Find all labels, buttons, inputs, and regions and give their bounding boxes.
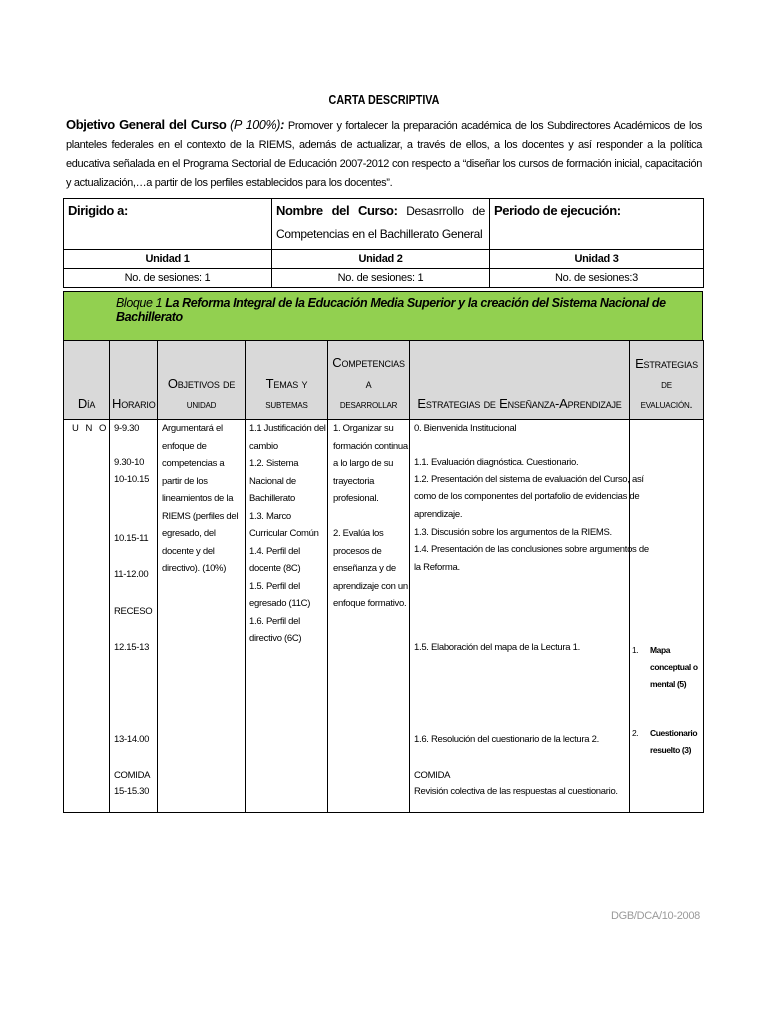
estrategia-line: 1.5. Elaboración del mapa de la Lectura 1. bbox=[414, 642, 580, 653]
unidad-2-label: Unidad 2 bbox=[272, 250, 490, 269]
horario-cell bbox=[110, 420, 158, 813]
objetivo-percent: (P 100%) bbox=[230, 118, 281, 132]
horario-item: 9-9.30 bbox=[114, 423, 140, 434]
nombre-curso-value: Desasrrollo de Competencias en el Bachillerato General bbox=[276, 204, 485, 241]
estrategia-line: la Reforma. bbox=[414, 562, 460, 573]
dia-value: U N O bbox=[72, 423, 109, 434]
dirigido-label: Dirigido a: bbox=[68, 203, 128, 218]
horario-item: 9.30-10 bbox=[114, 457, 145, 468]
tema-line: 1.3. Marco bbox=[249, 510, 291, 522]
tema-line: Nacional de bbox=[249, 475, 296, 487]
header-dia: Día bbox=[64, 341, 110, 420]
competencia-line: profesional. bbox=[333, 493, 379, 504]
tema-line: 1.6. Perfil del bbox=[249, 615, 300, 627]
periodo-cell bbox=[490, 199, 704, 250]
bloque-title: La Reforma Integral de la Educación Media Superior y la creación del Sistema Nacional de Bachillerato bbox=[116, 296, 666, 324]
dirigido-cell bbox=[64, 199, 272, 250]
header-estrategias: Estrategias de Enseñanza-Aprendizaje bbox=[410, 341, 630, 420]
bloque-prefix: Bloque 1 bbox=[116, 296, 166, 310]
estrategia-line: 1.1. Evaluación diagnóstica. Cuestionario. bbox=[414, 457, 579, 468]
periodo-label: Periodo de ejecución: bbox=[494, 203, 621, 218]
header-objetivos: Objetivos de unidad bbox=[158, 341, 246, 420]
estrategia-line: 1.3. Discusión sobre los argumentos de la RIEMS. bbox=[414, 527, 612, 538]
estrategia-line: como de los componentes del portafolio de evidencias de bbox=[414, 491, 640, 502]
tema-line: 1.4. Perfil del bbox=[249, 545, 300, 557]
estrategia-line: aprendizaje. bbox=[414, 509, 463, 520]
horario-item: 10.15-11 bbox=[114, 533, 149, 544]
temas-cell bbox=[246, 420, 328, 813]
header-competencias: Competencias a desarrollar bbox=[328, 341, 410, 420]
estrategia-line: Revisión colectiva de las respuestas al cuestionario. bbox=[414, 786, 618, 797]
competencia-line: formación continua bbox=[333, 440, 408, 452]
schedule-table bbox=[63, 340, 704, 813]
unidad-1-sesiones: No. de sesiones: 1 bbox=[64, 269, 272, 288]
nombre-curso-label: Nombre del Curso: bbox=[276, 203, 398, 218]
bloque-banner bbox=[63, 291, 703, 341]
estrategia-line: 1.2. Presentación del sistema de evaluación del Curso, así bbox=[414, 474, 644, 485]
evaluacion-item: 1. Mapa conceptual o mental (5) bbox=[632, 645, 698, 689]
competencia-line: 1. Organizar su bbox=[333, 423, 394, 434]
competencia-line: a lo largo de su bbox=[333, 458, 394, 469]
course-header-table bbox=[63, 198, 704, 288]
objetivo-colon: : bbox=[280, 117, 285, 132]
tema-line: Bachillerato bbox=[249, 493, 296, 504]
tema-line: 1.1 Justificación del bbox=[249, 423, 326, 434]
competencia-line: procesos de bbox=[333, 545, 382, 557]
document-title: CARTA DESCRIPTIVA bbox=[328, 93, 440, 107]
tema-line: docente (8C) bbox=[249, 563, 301, 574]
horario-item: 10-10.15 bbox=[114, 474, 150, 485]
estrategias-cell bbox=[410, 420, 649, 813]
horario-item: RECESO bbox=[114, 606, 153, 617]
nombre-curso-cell bbox=[272, 199, 490, 250]
horario-item: 12.15-13 bbox=[114, 642, 150, 653]
horario-item: 11-12.00 bbox=[114, 569, 149, 580]
objetivo-text: Promover y fortalecer la preparación académica de los Subdirectores Académicos de los planteles federales en el contexto de la RIEMS, además de actualizar, a través de ellos, a los docentes y así responder a la política educativa señalada en el Programa Sectorial de Educación 2007-2012 con respecto a “diseñar los cursos de formación inicial, capacitación y actualización,…a partir de los perfiles establecidos para los docentes”. bbox=[66, 120, 703, 189]
objetivo-unidad-cell bbox=[158, 420, 246, 813]
estrategia-line: 1.4. Presentación de las conclusiones sobre argumentos de bbox=[414, 544, 649, 555]
header-evaluacion: Estrategias de evaluación. bbox=[630, 341, 704, 420]
objetivo-general bbox=[66, 115, 702, 193]
estrategia-line: 1.6. Resolución del cuestionario de la lectura 2. bbox=[414, 734, 599, 745]
header-horario: Horario bbox=[110, 341, 158, 420]
horario-item: COMIDA bbox=[114, 770, 151, 781]
competencia-line: aprendizaje con un bbox=[333, 580, 408, 592]
tema-line: egresado (11C) bbox=[249, 598, 311, 609]
nombre-curso bbox=[276, 199, 485, 246]
competencia-line: trayectoria bbox=[333, 475, 375, 487]
objetivo-label: Objetivo General del Curso bbox=[66, 117, 227, 132]
tema-line: 1.5. Perfil del bbox=[249, 580, 300, 592]
objetivo-unidad: Argumentará el enfoque de competencias a partir de los lineamientos de la RIEMS (perfiles del egresado, del docente y del directivo). (10%) bbox=[162, 423, 239, 574]
tema-line: 1.2. Sistema bbox=[249, 458, 299, 469]
unidad-1-label: Unidad 1 bbox=[64, 250, 272, 269]
unidad-2-sesiones: No. de sesiones: 1 bbox=[272, 269, 490, 288]
estrategia-line: COMIDA bbox=[414, 770, 451, 781]
horario-item: 15-15.30 bbox=[114, 786, 150, 797]
tema-line: directivo (6C) bbox=[249, 633, 302, 644]
unidad-3-label: Unidad 3 bbox=[490, 250, 704, 269]
horario-item: 13-14.00 bbox=[114, 734, 150, 745]
document-code: DGB/DCA/10-2008 bbox=[610, 910, 700, 922]
header-temas: Temas y subtemas bbox=[246, 341, 328, 420]
competencia-line: enfoque formativo. bbox=[333, 598, 407, 609]
evaluacion-cell bbox=[630, 420, 704, 813]
dia-cell bbox=[64, 420, 110, 813]
tema-line: cambio bbox=[249, 440, 278, 452]
tema-line: Curricular Común bbox=[249, 528, 319, 539]
competencia-line: enseñanza y de bbox=[333, 563, 396, 574]
competencia-line: 2. Evalúa los bbox=[333, 528, 384, 539]
competencias-cell bbox=[328, 420, 410, 813]
evaluacion-item: 2. Cuestionario resuelto (3) bbox=[632, 728, 698, 755]
unidad-3-sesiones: No. de sesiones:3 bbox=[490, 269, 704, 288]
estrategia-line: 0. Bienvenida Institucional bbox=[414, 423, 517, 434]
